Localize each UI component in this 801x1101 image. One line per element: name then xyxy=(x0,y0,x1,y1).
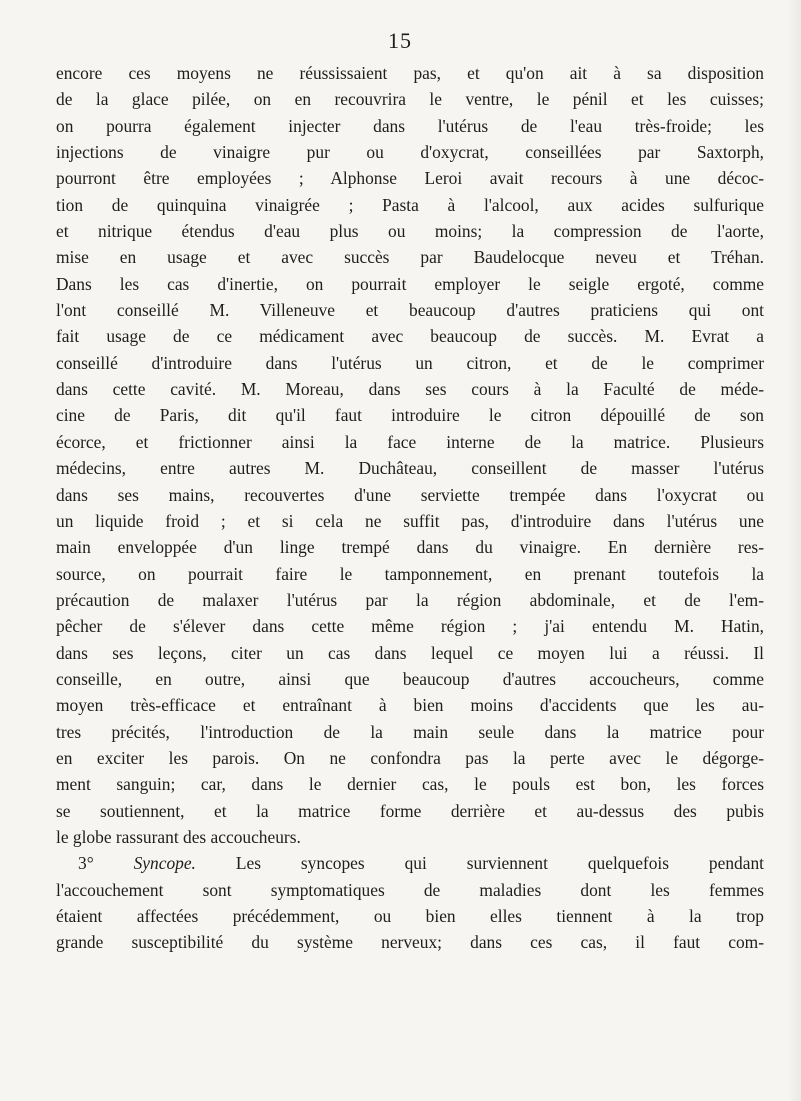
text-line: moyen très-efficace et entraînant à bien moins d'accidents que les au- xyxy=(56,695,764,716)
text-line: médecins, entre autres M. Duchâteau, conseillent de masser l'utérus xyxy=(56,458,764,479)
text-line: source, on pourrait faire le tamponnement, en prenant toutefois la xyxy=(56,563,764,584)
section-number: 3° xyxy=(78,853,94,874)
text-line: un liquide froid ; et si cela ne suffit pas, d'introduire dans l'utérus une xyxy=(56,510,764,531)
text-line: main enveloppée d'un linge trempé dans du vinaigre. En dernière res- xyxy=(56,537,764,558)
section-first-line-text: Les syncopes qui surviennent quelquefois pendant xyxy=(235,853,764,874)
text-line: pêcher de s'élever dans cette même région ; j'ai entendu M. Hatin, xyxy=(56,616,764,637)
text-line: dans ses leçons, citer un cas dans lequel ce moyen lui a réussi. Il xyxy=(56,642,764,663)
text-line: dans cette cavité. M. Moreau, dans ses cours à la Faculté de méde- xyxy=(56,379,764,400)
text-line: précaution de malaxer l'utérus par la région abdominale, et de l'em- xyxy=(56,589,764,610)
page-number: 15 xyxy=(388,28,412,53)
page-edge-shadow xyxy=(787,0,801,1101)
text-line: écorce, et frictionner ainsi la face interne de la matrice. Plusieurs xyxy=(56,431,764,452)
text-line: de la glace pilée, on en recouvrira le ventre, le pénil et les cuisses; xyxy=(56,89,764,110)
text-line: tion de quinquina vinaigrée ; Pasta à l'alcool, aux acides sulfurique xyxy=(56,194,764,215)
text-line: conseillé d'introduire dans l'utérus un citron, et de le comprimer xyxy=(56,352,764,373)
text-line: en exciter les parois. On ne confondra pas la perte avec le dégorge- xyxy=(56,747,764,768)
text-line: le globe rassurant des accoucheurs. xyxy=(56,826,301,847)
text-line: on pourra également injecter dans l'utérus de l'eau très-froide; les xyxy=(56,115,764,136)
text-line: encore ces moyens ne réussissaient pas, et qu'on ait à sa disposition xyxy=(56,63,764,83)
text-line: grande susceptibilité du système nerveux; dans ces cas, il faut com- xyxy=(56,932,764,953)
text-line: mise en usage et avec succès par Baudelocque neveu et Tréhan. xyxy=(56,247,764,268)
text-line: et nitrique étendus d'eau plus ou moins; la compression de l'aorte, xyxy=(56,221,764,242)
section-title: Syncope. xyxy=(133,853,196,874)
text-line: ment sanguin; car, dans le dernier cas, le pouls est bon, les forces xyxy=(56,774,764,795)
text-line: Dans les cas d'inertie, on pourrait employer le seigle ergoté, comme xyxy=(56,273,764,294)
text-line: fait usage de ce médicament avec beaucoup de succès. M. Evrat a xyxy=(56,326,764,347)
text-line: étaient affectées précédemment, ou bien elles tiennent à la trop xyxy=(56,906,764,926)
text-line: l'ont conseillé M. Villeneuve et beaucoup d'autres praticiens qui ont xyxy=(56,300,764,321)
text-line: l'accouchement sont symptomatiques de maladies dont les femmes xyxy=(56,879,764,900)
text-line: injections de vinaigre pur ou d'oxycrat, conseillées par Saxtorph, xyxy=(56,142,764,163)
text-line: se soutiennent, et la matrice forme derrière et au-dessus des pubis xyxy=(56,800,764,821)
text-line: dans ses mains, recouvertes d'une serviette trempée dans l'oxycrat ou xyxy=(56,484,764,505)
text-line: tres précités, l'introduction de la main seule dans la matrice pour xyxy=(56,721,764,742)
text-line: pourront être employées ; Alphonse Leroi avait recours à une décoc- xyxy=(56,168,764,189)
text-line: cine de Paris, dit qu'il faut introduire le citron dépouillé de son xyxy=(56,405,764,426)
body-text xyxy=(56,60,764,956)
text-line: conseille, en outre, ainsi que beaucoup d'autres accoucheurs, comme xyxy=(56,668,764,689)
section-heading-line xyxy=(56,850,764,876)
